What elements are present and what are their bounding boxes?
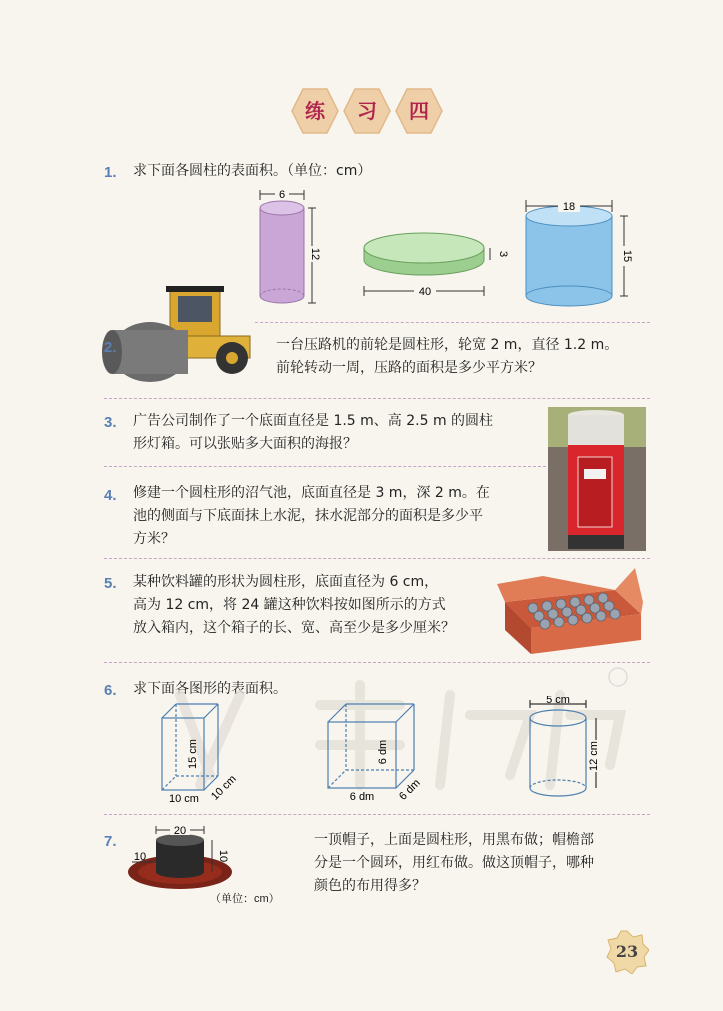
cylinder-3-height: 15 bbox=[621, 249, 633, 263]
hat-brim-width: 10 bbox=[133, 851, 147, 863]
box-of-cans-image bbox=[495, 562, 645, 658]
cylinder-3-diameter: 18 bbox=[562, 201, 576, 213]
title-char: 四 bbox=[409, 99, 429, 123]
question-text-line1: 修建一个圆柱形的沼气池，底面直径是 3 m，深 2 m。在 bbox=[133, 485, 490, 501]
cylinder-1-diameter: 6 bbox=[278, 189, 286, 201]
title-char: 习 bbox=[357, 99, 377, 123]
cube-height: 6 dm bbox=[377, 739, 389, 765]
question-number: 6. bbox=[104, 682, 117, 699]
question-text-line1: 某种饮料罐的形状为圆柱形，底面直径为 6 cm， bbox=[133, 574, 439, 590]
title-hex-2 bbox=[343, 87, 391, 135]
cylinder-3 bbox=[526, 200, 628, 306]
question-number: 7. bbox=[104, 833, 117, 850]
question-number: 2. bbox=[104, 339, 117, 356]
question-text-line3: 方米？ bbox=[133, 531, 175, 547]
cylinder-1-height: 12 bbox=[309, 247, 321, 261]
cube-length: 6 dm bbox=[349, 791, 375, 803]
question-text-line3: 颜色的布用得多？ bbox=[314, 878, 426, 894]
title-hex-3 bbox=[395, 87, 443, 135]
hat-figure bbox=[124, 822, 254, 894]
question-text-line2: 形灯箱。可以张贴多大面积的海报？ bbox=[133, 436, 357, 452]
question-text: 求下面各圆柱的表面积。（单位：cm） bbox=[133, 163, 372, 179]
cylinder-q6 bbox=[530, 700, 596, 796]
q6-figures bbox=[150, 696, 610, 811]
separator bbox=[255, 322, 650, 323]
prism-1-width: 10 cm bbox=[209, 773, 239, 803]
cylinder-q6-diameter: 5 cm bbox=[546, 696, 570, 707]
question-number: 1. bbox=[104, 164, 117, 181]
title-char: 练 bbox=[305, 99, 325, 123]
page-number: 23 bbox=[615, 942, 639, 961]
cube-width: 6 dm bbox=[396, 776, 423, 803]
separator bbox=[104, 466, 546, 467]
question-text: 求下面各图形的表面积。 bbox=[133, 681, 287, 697]
title-hex-1 bbox=[291, 87, 339, 135]
cylinder-q6-height: 12 cm bbox=[588, 741, 600, 771]
hat-unit-label: （单位：cm） bbox=[210, 893, 280, 905]
exercise-title bbox=[0, 84, 723, 138]
separator bbox=[104, 558, 650, 559]
road-roller-image bbox=[100, 278, 260, 388]
question-text-line1: 一顶帽子，上面是圆柱形，用黑布做；帽檐部 bbox=[314, 832, 594, 848]
question-text-line1: 一台压路机的前轮是圆柱形，轮宽 2 m，直径 1.2 m。 bbox=[276, 337, 619, 353]
question-number: 3. bbox=[104, 414, 117, 431]
cube bbox=[328, 704, 414, 788]
cylinder-2-diameter: 40 bbox=[418, 286, 432, 298]
separator bbox=[104, 398, 650, 399]
hat-diameter: 20 bbox=[173, 825, 187, 837]
light-box-photo bbox=[548, 407, 646, 551]
separator bbox=[104, 814, 650, 815]
question-text-line2: 高为 12 cm，将 24 罐这种饮料按如图所示的方式 bbox=[133, 597, 446, 613]
q1-cylinders-figure bbox=[240, 186, 670, 311]
prism-1-height: 15 cm bbox=[187, 739, 199, 769]
prism-1-length: 10 cm bbox=[169, 793, 199, 805]
question-text-line1: 广告公司制作了一个底面直径是 1.5 m、高 2.5 m 的圆柱 bbox=[133, 413, 494, 429]
question-text-line2: 池的侧面与下底面抹上水泥，抹水泥部分的面积是多少平 bbox=[133, 508, 483, 524]
question-number: 5. bbox=[104, 575, 117, 592]
question-text-line2: 前轮转动一周，压路的面积是多少平方米？ bbox=[276, 360, 542, 376]
question-number: 4. bbox=[104, 487, 117, 504]
hat-height: 10 bbox=[217, 849, 229, 863]
cylinder-2-height: 3 bbox=[497, 250, 509, 258]
question-text-line3: 放入箱内，这个箱子的长、宽、高至少是多少厘米？ bbox=[133, 620, 455, 636]
question-text-line2: 分是一个圆环，用红布做。做这顶帽子，哪种 bbox=[314, 855, 594, 871]
